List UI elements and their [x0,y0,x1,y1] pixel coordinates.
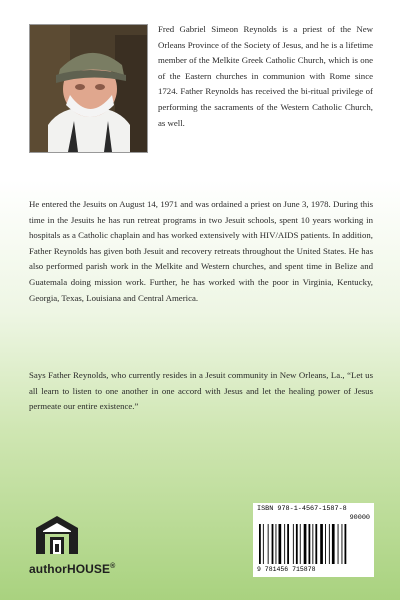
bio-paragraph-career: He entered the Jesuits on August 14, 1971 and was ordained a priest on June 3, 1978. During this time in the Jesuits he has run retreat programs in two Jesuit schools, spent 10 years working in hospitals as a Catholic chaplain and has worked extensively with HIV/AIDS patients. In addition, Father Reynolds has given both Jesuit and recovery retreats throughout the United States. He has also performed parish work in the Melkite and Western churches, and spent time in Belize and Guatemala doing mission work. Further, he has worked with the poor in Virginia, Kentucky, Georgia, Texas, Louisiana and Central America. [29,199,373,303]
registered-mark: ® [110,563,116,570]
isbn-label: ISBN 978-1-4567-1587-8 [257,505,347,513]
publisher-name-prefix: author [29,562,67,576]
isbn-barcode [253,503,374,577]
bio-paragraph-quote: Says Father Reynolds, who currently resides in a Jesuit community in New Orleans, La., “Let us all learn to listen to one another in one accord with Jesus and let the healing power of Jesus permeate our entire existence.” [29,370,373,412]
author-intro-text: Fred Gabriel Simeon Reynolds is a priest of the New Orleans Province of the Society of Jesus, and he is a lifetime member of the Melkite Greek Catholic Church, which is one of the Eastern churches in communion with Rome since 1724. Father Reynolds has received the bi-ritual privilege of performing the sacraments of the Western Catholic Church, as well. [158,24,373,128]
publisher-name-suffix: HOUSE [66,562,111,576]
price-code: 90000 [349,514,370,522]
author-photo [29,24,148,153]
barcode-number: 9 781456 715878 [257,566,316,573]
publisher-name [29,562,115,576]
author-portrait-image [30,25,147,152]
